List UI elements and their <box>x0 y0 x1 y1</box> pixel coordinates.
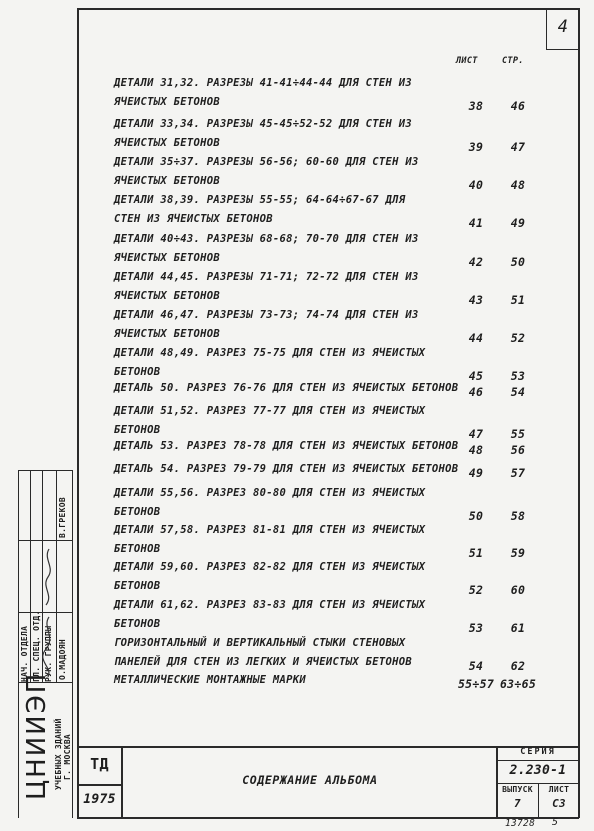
role-3: РУК. ГРУППЫ <box>44 625 53 682</box>
frame-bottom <box>77 817 579 819</box>
contents-entry-line: ДЕТАЛИ 44,45. РАЗРЕЗЫ 71-71; 72-72 ДЛЯ СТЕН ИЗ <box>114 271 419 283</box>
contents-entry-page: 61 <box>510 621 526 635</box>
contents-entry-sheet: 44 <box>468 331 484 345</box>
contents-entry-sheet: 50 <box>468 509 484 523</box>
contents-entry-sheet: 51 <box>468 546 484 560</box>
corner-number: 4 <box>557 17 569 37</box>
contents-entry-line: ЯЧЕИСТЫХ БЕТОНОВ <box>114 290 220 302</box>
name-3: О.МАДОЯН <box>58 639 67 680</box>
contents-entry-line: ЯЧЕИСТЫХ БЕТОНОВ <box>114 252 220 264</box>
contents-entry-page: 52 <box>510 331 526 345</box>
contents-entry-line: БЕТОНОВ <box>114 506 161 518</box>
sheet-label: ЛИСТ <box>548 785 570 794</box>
stamp-td: ТД <box>90 755 109 773</box>
contents-entry-sheet: 48 <box>468 443 484 457</box>
contents-entry-page: 49 <box>510 216 526 230</box>
contents-entry-line: ДЕТАЛИ 33,34. РАЗРЕЗЫ 45-45÷52-52 ДЛЯ СТЕН ИЗ <box>114 118 412 130</box>
contents-entry-sheet: 54 <box>468 659 484 673</box>
sheet-value: С3 <box>552 797 566 810</box>
contents-entry-line: БЕТОНОВ <box>114 580 161 592</box>
contents-entry-sheet: 42 <box>468 255 484 269</box>
contents-entry-line: СТЕН ИЗ ЯЧЕИСТЫХ БЕТОНОВ <box>114 213 273 225</box>
contents-entry-sheet: 43 <box>468 293 484 307</box>
contents-entry-page: 54 <box>510 385 526 399</box>
role-1: НАЧ. ОТДЕЛА <box>20 625 29 682</box>
institute-subtitle-1: УЧЕБНЫХ ЗДАНИЙ <box>54 718 63 790</box>
contents-entry-page: 63÷65 <box>499 677 537 691</box>
side-strip-row-divider-2 <box>18 540 73 541</box>
contents-entry-sheet: 38 <box>468 99 484 113</box>
contents-entry-line: БЕТОНОВ <box>114 424 161 436</box>
contents-entry-line: БЕТОНОВ <box>114 543 161 555</box>
role-2: ГЛ. СПЕЦ. ОТД. <box>32 610 41 682</box>
contents-entry-line: ДЕТАЛИ 48,49. РАЗРЕЗ 75-75 ДЛЯ СТЕН ИЗ ЯЧЕИСТЫХ <box>114 347 426 359</box>
contents-entry-sheet: 52 <box>468 583 484 597</box>
contents-entry-line: ДЕТАЛИ 38,39. РАЗРЕЗЫ 55-55; 64-64÷67-67 ДЛЯ <box>114 194 406 206</box>
contents-entry-sheet: 47 <box>468 427 484 441</box>
contents-entry-page: 48 <box>510 178 526 192</box>
contents-entry-line: ЯЧЕИСТЫХ БЕТОНОВ <box>114 96 220 108</box>
frame-right <box>578 8 580 818</box>
column-header-page: СТР. <box>502 56 524 66</box>
contents-entry-page: 53 <box>510 369 526 383</box>
side-strip-left-border <box>18 470 19 818</box>
contents-entry-line: ДЕТАЛИ 46,47. РАЗРЕЗЫ 73-73; 74-74 ДЛЯ СТЕН ИЗ <box>114 309 419 321</box>
name-1: В.ГРЕКОВ <box>58 497 67 538</box>
series-value: 2.230-1 <box>509 763 567 778</box>
contents-entry-sheet: 46 <box>468 385 484 399</box>
contents-entry-page: 57 <box>510 466 526 480</box>
contents-entry-sheet: 39 <box>468 140 484 154</box>
contents-entry-page: 51 <box>510 293 526 307</box>
contents-entry-line: ДЕТАЛИ 55,56. РАЗРЕЗ 80-80 ДЛЯ СТЕН ИЗ ЯЧЕИСТЫХ <box>114 487 426 499</box>
issue-label: ВЫПУСК <box>502 785 533 794</box>
column-header-sheet: ЛИСТ <box>456 56 478 66</box>
contents-entry-page: 50 <box>510 255 526 269</box>
stamp-series-row-1 <box>496 760 579 761</box>
contents-entry-page: 62 <box>510 659 526 673</box>
institute-subtitle-2: Г. МОСКВА <box>63 733 72 780</box>
contents-entry-line: ДЕТАЛИ 57,58. РАЗРЕЗ 81-81 ДЛЯ СТЕН ИЗ ЯЧЕИСТЫХ <box>114 524 426 536</box>
series-label: СЕРИЯ <box>520 747 556 757</box>
contents-entry-line: ДЕТАЛИ 59,60. РАЗРЕЗ 82-82 ДЛЯ СТЕН ИЗ ЯЧЕИСТЫХ <box>114 561 426 573</box>
contents-entry-line: ДЕТАЛЬ 54. РАЗРЕЗ 79-79 ДЛЯ СТЕН ИЗ ЯЧЕИСТЫХ БЕТОНОВ <box>114 463 459 475</box>
stamp-td-year-divider <box>77 784 122 786</box>
side-strip-top <box>18 470 73 471</box>
contents-entry-line: ПАНЕЛЕЙ ДЛЯ СТЕН ИЗ ЛЕГКИХ И ЯЧЕИСТЫХ БЕТОНОВ <box>114 656 412 668</box>
stamp-td-divider <box>121 746 123 818</box>
contents-entry-line: ДЕТАЛИ 35÷37. РАЗРЕЗЫ 56-56; 60-60 ДЛЯ СТЕН ИЗ <box>114 156 419 168</box>
stamp-title: СОДЕРЖАНИЕ АЛЬБОМА <box>242 773 378 787</box>
contents-entry-line: ДЕТАЛИ 40÷43. РАЗРЕЗЫ 68-68; 70-70 ДЛЯ СТЕН ИЗ <box>114 233 419 245</box>
contents-entry-page: 59 <box>510 546 526 560</box>
issue-value: 7 <box>514 797 521 810</box>
contents-entry-line: ЯЧЕИСТЫХ БЕТОНОВ <box>114 328 220 340</box>
corner-number-box <box>546 9 579 50</box>
footer-sheet-count: 5 <box>552 817 559 828</box>
contents-entry-page: 46 <box>510 99 526 113</box>
contents-entry-page: 56 <box>510 443 526 457</box>
frame-left <box>77 8 79 818</box>
institute-name: ЦНИИЭП <box>22 671 52 800</box>
contents-entry-page: 60 <box>510 583 526 597</box>
contents-entry-line: ЯЧЕИСТЫХ БЕТОНОВ <box>114 137 220 149</box>
contents-entry-line: ДЕТАЛИ 31,32. РАЗРЕЗЫ 41-41÷44-44 ДЛЯ СТЕН ИЗ <box>114 77 412 89</box>
contents-entry-line: ДЕТАЛЬ 53. РАЗРЕЗ 78-78 ДЛЯ СТЕН ИЗ ЯЧЕИСТЫХ БЕТОНОВ <box>114 440 459 452</box>
stamp-year: 1975 <box>83 792 116 807</box>
contents-entry-sheet: 55÷57 <box>457 677 495 691</box>
side-strip-right-border <box>72 470 73 818</box>
contents-entry-sheet: 53 <box>468 621 484 635</box>
contents-entry-page: 58 <box>510 509 526 523</box>
contents-entry-sheet: 41 <box>468 216 484 230</box>
contents-entry-page: 55 <box>510 427 526 441</box>
contents-entry-line: БЕТОНОВ <box>114 618 161 630</box>
contents-entry-line: ГОРИЗОНТАЛЬНЫЙ И ВЕРТИКАЛЬНЫЙ СТЫКИ СТЕНОВЫХ <box>114 637 406 649</box>
contents-entry-page: 47 <box>510 140 526 154</box>
side-strip-col1 <box>30 470 31 682</box>
contents-entry-line: БЕТОНОВ <box>114 366 161 378</box>
contents-entry-line: ЯЧЕИСТЫХ БЕТОНОВ <box>114 175 220 187</box>
contents-entry-line: ДЕТАЛИ 51,52. РАЗРЕЗ 77-77 ДЛЯ СТЕН ИЗ ЯЧЕИСТЫХ <box>114 405 426 417</box>
contents-entry-line: ДЕТАЛИ 61,62. РАЗРЕЗ 83-83 ДЛЯ СТЕН ИЗ ЯЧЕИСТЫХ <box>114 599 426 611</box>
frame-top <box>77 8 579 10</box>
footer-inventory-number: 13728 <box>505 818 536 829</box>
contents-entry-line: МЕТАЛЛИЧЕСКИЕ МОНТАЖНЫЕ МАРКИ <box>114 674 307 686</box>
contents-entry-sheet: 49 <box>468 466 484 480</box>
signature-marks <box>40 545 58 680</box>
contents-entry-sheet: 45 <box>468 369 484 383</box>
contents-entry-line: ДЕТАЛЬ 50. РАЗРЕЗ 76-76 ДЛЯ СТЕН ИЗ ЯЧЕИСТЫХ БЕТОНОВ <box>114 382 459 394</box>
contents-entry-sheet: 40 <box>468 178 484 192</box>
